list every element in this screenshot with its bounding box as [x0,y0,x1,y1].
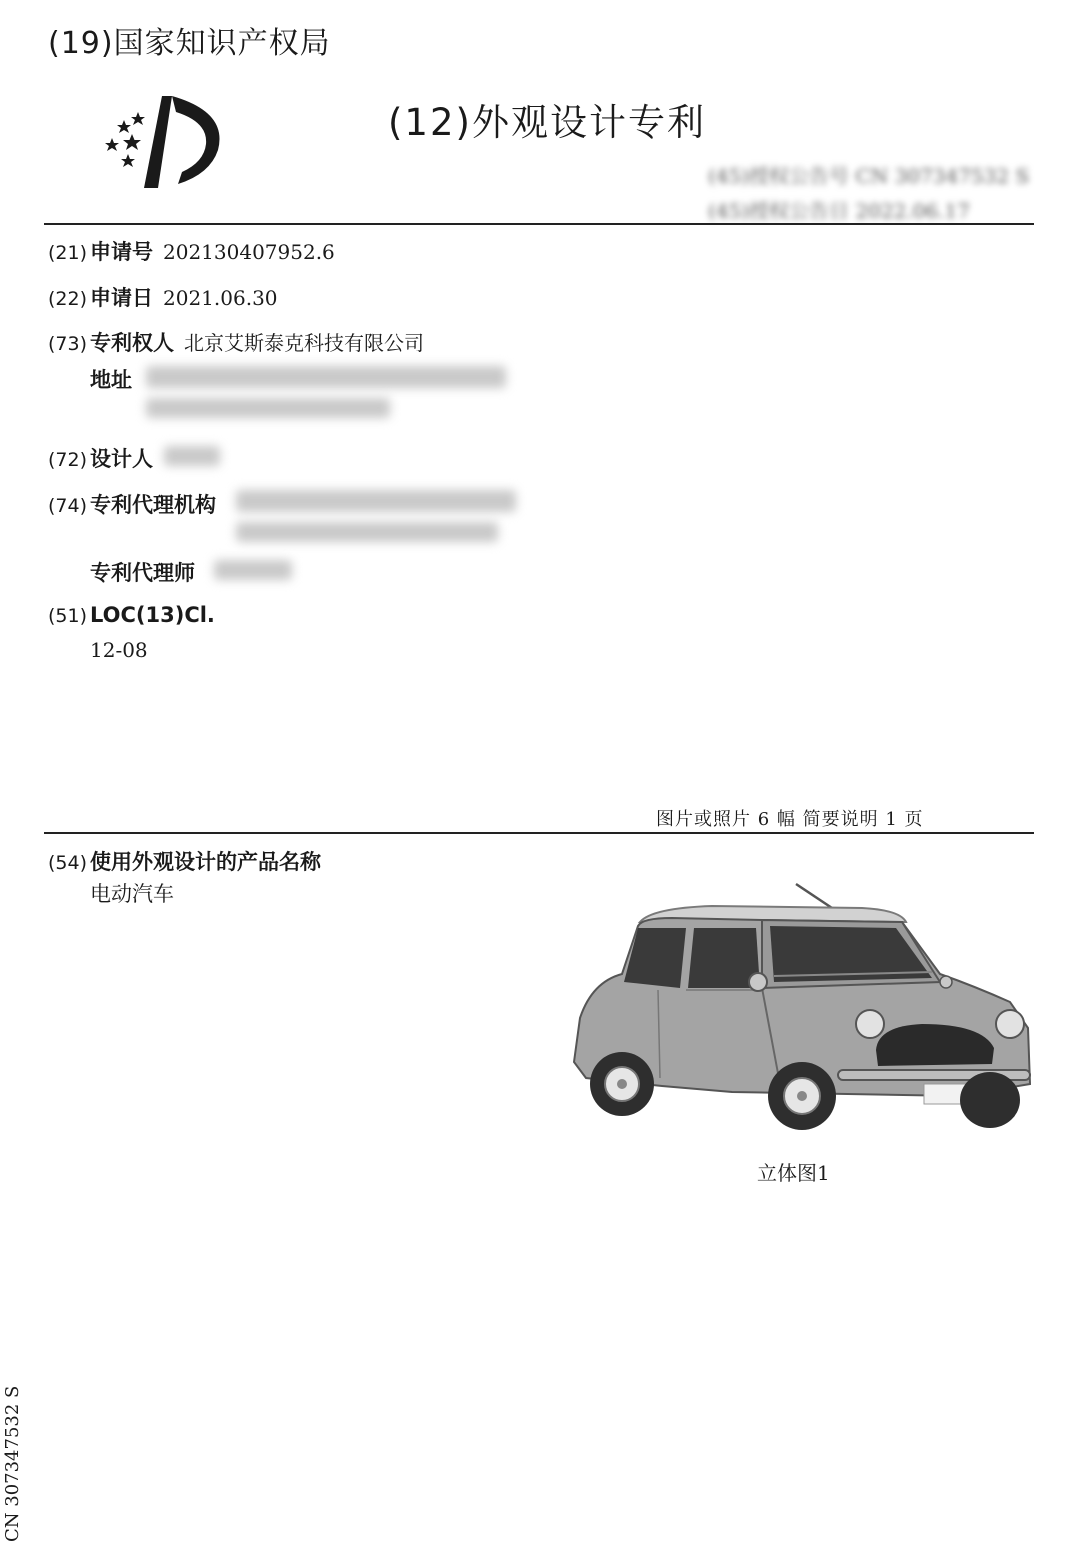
patentee-row [48,327,424,357]
field-label: 设计人 [90,447,153,471]
agency-row [48,489,216,519]
document-type-title: (12)外观设计专利 [388,101,706,144]
publication-number: (45)授权公告号 CN 307347532 S [708,164,1030,188]
figure-caption: 立体图1 [757,1161,830,1185]
field-label: 申请号 [90,240,153,264]
product-name: 电动汽车 [90,882,174,906]
designer-row [48,443,153,473]
loc-classification-row [48,603,215,627]
field-label: 申请日 [90,286,153,310]
office-name: (19)国家知识产权局 [48,26,331,61]
loc-classification-value: 12-08 [90,638,148,662]
field-code: (72) [48,449,88,471]
field-label: 专利权人 [90,331,174,355]
summary-divider [44,832,1034,834]
agent-label: 专利代理师 [90,561,195,585]
field-code: (73) [48,333,88,355]
application-date: 2021.06.30 [163,286,278,310]
field-label: 专利代理机构 [90,493,216,517]
redacted-designer [164,446,220,466]
redacted-agency-line [236,490,516,512]
product-name-row [48,846,321,876]
field-label: LOC(13)Cl. [90,603,215,627]
publication-date: (45)授权公告日 2022.06.17 [708,199,970,223]
header-divider [44,223,1034,225]
field-code: (74) [48,495,88,517]
electric-car-illustration-icon [562,878,1040,1140]
cnipa-logo-icon [100,92,230,192]
redacted-address-line [146,366,506,388]
patentee-name: 北京艾斯泰克科技有限公司 [184,331,424,355]
field-code: (54) [48,852,88,874]
field-code: (51) [48,605,88,627]
field-code: (21) [48,242,88,264]
field-label: 使用外观设计的产品名称 [90,850,321,874]
redacted-agent [214,560,292,580]
side-publication-code: CN 307347532 S [2,1385,23,1542]
application-number: 202130407952.6 [163,240,335,264]
address-label: 地址 [90,368,132,392]
application-number-row [48,236,335,266]
application-date-row [48,282,278,312]
page-summary: 图片或照片 6 幅 简要说明 1 页 [656,809,924,830]
redacted-address-line [146,398,390,418]
redacted-agency-line [236,522,498,542]
field-code: (22) [48,288,88,310]
